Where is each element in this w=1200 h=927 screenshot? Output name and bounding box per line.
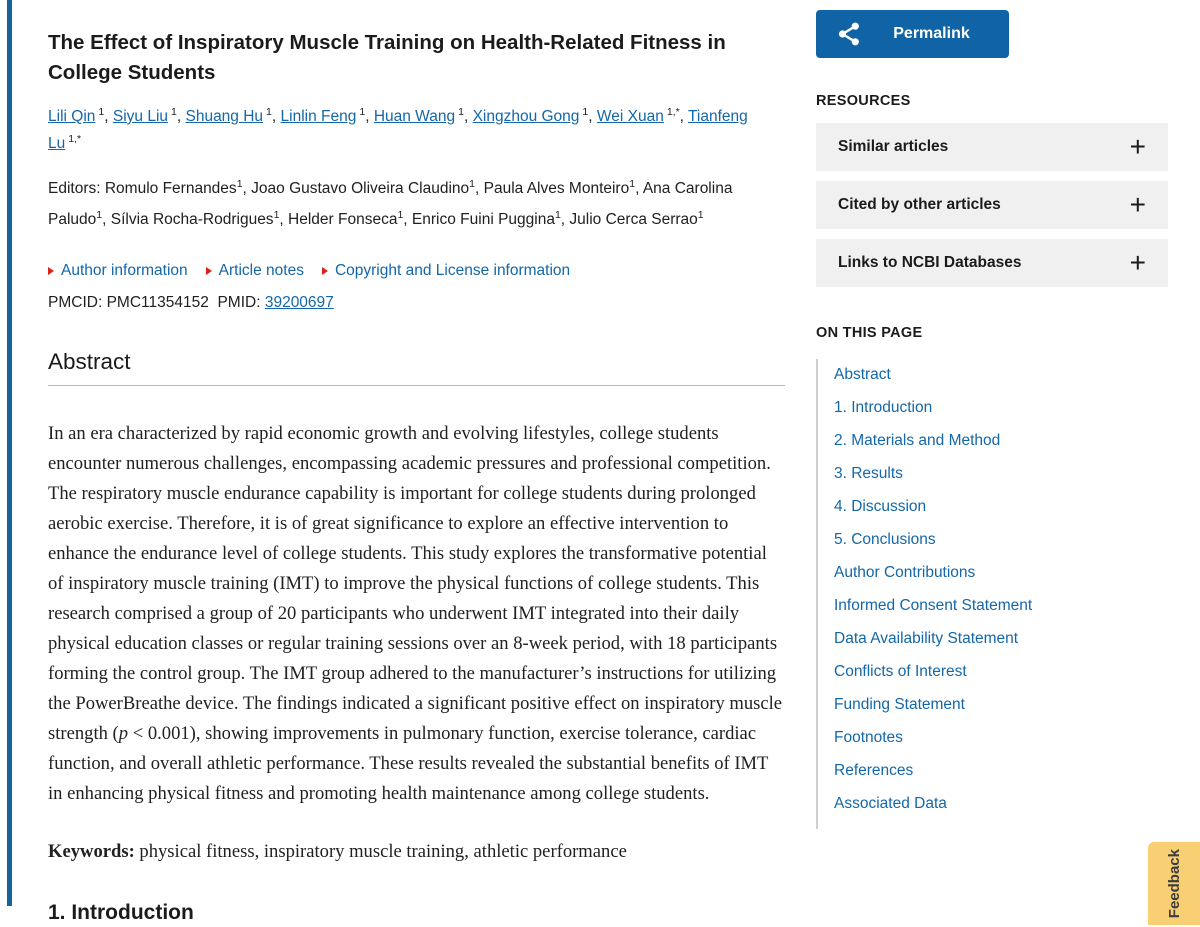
accordion-label: Similar articles <box>838 138 949 155</box>
editor-separator: , <box>560 211 570 228</box>
article-title: The Effect of Inspiratory Muscle Training on Health-Related Fitness in College Students <box>48 31 726 84</box>
author-separator: , <box>463 108 473 125</box>
pmid-link[interactable]: 39200697 <box>264 294 334 311</box>
plus-icon: + <box>1129 247 1146 278</box>
nav-link[interactable]: References <box>834 762 914 779</box>
editor-item <box>251 180 483 197</box>
accordion-label: Cited by other articles <box>838 196 1001 213</box>
editor-item <box>484 180 643 197</box>
resources-accordions <box>816 123 1168 287</box>
author-superscript: 1 <box>266 106 272 118</box>
author-separator: , <box>588 108 597 125</box>
permalink-label: Permalink <box>893 25 970 42</box>
on-this-page-nav <box>816 359 1168 829</box>
nav-link[interactable]: Funding Statement <box>834 696 965 713</box>
author-separator: , <box>679 108 688 125</box>
author-superscript: 1 <box>359 106 366 118</box>
nav-link[interactable]: Footnotes <box>834 729 903 746</box>
editors-label: Editors: <box>48 180 105 197</box>
editor-separator: , <box>403 211 412 228</box>
article-info-links <box>48 262 785 280</box>
red-triangle-icon <box>322 267 328 275</box>
abstract-text-before: In an era characterized by rapid economic growth and evolving lifestyles, college students encounter numerous challenges, encompassing academic pressures and professional competition. The respiratory muscle endurance capability is important for college students during prolonged aerobic exercise. Therefore, it is of great significance to explore an effective intervention to enhance the endurance level of college students. This study explores the transformative potential of inspiratory muscle training (IMT) to improve the physical functions of college students. This research comprised a group of 20 participants who underwent IMT integrated into their daily physical education classes or regular training sessions over an 8-week period, with 18 participants forming the control group. The IMT group adhered to the manufacturer’s instructions for utilizing the PowerBreathe device. The findings indicated a significant positive effect on inspiratory muscle strength ( <box>48 423 783 744</box>
author-link[interactable]: Huan Wang <box>373 108 456 125</box>
author-separator: , <box>271 108 281 125</box>
author-item <box>597 108 688 125</box>
author-superscript: 1,* <box>68 133 82 145</box>
red-triangle-icon <box>206 267 212 275</box>
editor-separator: , <box>242 180 252 197</box>
nav-link[interactable]: 3. Results <box>834 465 903 482</box>
abstract-paragraph <box>48 419 785 809</box>
editor-name: Helder Fonseca <box>288 211 398 228</box>
accordion-toggle[interactable] <box>816 239 1168 287</box>
info-link[interactable] <box>322 262 570 280</box>
author-superscript: 1 <box>458 106 464 118</box>
author-superscript: 1 <box>582 106 589 118</box>
editor-item <box>412 211 570 228</box>
on-this-page-heading: ON THIS PAGE <box>816 325 923 341</box>
plus-icon: + <box>1129 131 1146 162</box>
pmcid-value: PMC11354152 <box>106 294 209 311</box>
nav-link[interactable]: Data Availability Statement <box>834 630 1019 647</box>
author-item <box>281 108 374 125</box>
author-superscript: 1 <box>171 106 177 118</box>
editor-item <box>111 211 288 228</box>
abstract-text-after: < 0.001), showing improvements in pulmonary function, exercise tolerance, cardiac function, and overall athletic performance. These results revealed the substantial benefits of IMT in enhancing physical fitness and promoting health maintenance among college students. <box>48 723 769 804</box>
editor-name: Joao Gustavo Oliveira Claudino <box>251 180 470 197</box>
author-link[interactable]: Xingzhou Gong <box>472 108 580 125</box>
editor-superscript: 1 <box>469 178 475 190</box>
author-link[interactable]: Siyu Liu <box>112 108 169 125</box>
right-sidebar <box>816 10 1168 829</box>
left-accent-bar <box>7 0 12 906</box>
info-link[interactable] <box>48 262 188 280</box>
editors-line <box>48 174 785 236</box>
nav-link[interactable]: Author Contributions <box>834 564 976 581</box>
accordion-label: Links to NCBI Databases <box>838 254 1022 271</box>
abstract-p-variable: p <box>118 723 129 744</box>
nav-link[interactable]: 5. Conclusions <box>834 531 936 548</box>
editor-name: Sílvia Rocha-Rodrigues <box>110 211 274 228</box>
introduction-heading: 1. Introduction <box>48 901 194 924</box>
editor-item <box>105 180 251 197</box>
editor-superscript: 1 <box>236 178 243 190</box>
editor-superscript: 1 <box>554 209 561 221</box>
nav-link[interactable]: Abstract <box>834 366 891 383</box>
feedback-tab[interactable] <box>1148 842 1200 925</box>
editor-item <box>288 211 412 228</box>
editor-separator: , <box>635 180 643 197</box>
permalink-button[interactable] <box>816 10 1009 58</box>
article-main <box>48 28 785 927</box>
author-item <box>473 108 597 125</box>
plus-icon: + <box>1129 189 1146 220</box>
abstract-heading: Abstract <box>48 350 785 386</box>
keywords-text: physical fitness, inspiratory muscle training, athletic performance <box>134 841 627 862</box>
editor-superscript: 1 <box>96 209 103 221</box>
accordion-toggle[interactable] <box>816 123 1168 171</box>
author-link[interactable]: Tianfeng Lu <box>48 108 748 152</box>
author-list <box>48 104 785 158</box>
author-superscript: 1 <box>98 106 105 118</box>
author-item <box>374 108 473 125</box>
info-link[interactable] <box>206 262 304 280</box>
author-item <box>48 108 113 125</box>
feedback-label: Feedback <box>1165 848 1183 919</box>
info-link-label: Author information <box>61 262 188 279</box>
pmcid-label: PMCID: <box>48 294 107 311</box>
editor-superscript: 1 <box>273 209 280 221</box>
keywords-label: Keywords: <box>48 841 135 862</box>
author-item <box>185 108 280 125</box>
author-link[interactable]: Linlin Feng <box>280 108 357 125</box>
nav-link[interactable]: Conflicts of Interest <box>834 663 967 680</box>
author-separator: , <box>104 108 113 125</box>
nav-link[interactable]: 1. Introduction <box>834 399 933 416</box>
author-separator: , <box>365 108 374 125</box>
accordion-toggle[interactable] <box>816 181 1168 229</box>
editor-item <box>569 211 703 228</box>
editor-name: Julio Cerca Serrao <box>569 211 698 228</box>
author-link[interactable]: Lili Qin <box>48 108 96 125</box>
editor-separator: , <box>279 211 289 228</box>
red-triangle-icon <box>48 267 54 275</box>
pmid-label: PMID: <box>217 294 265 311</box>
author-separator: , <box>176 108 186 125</box>
editor-name: Ana Carolina Paludo <box>48 180 733 228</box>
author-link[interactable]: Wei Xuan <box>596 108 664 125</box>
editor-separator: , <box>102 211 111 228</box>
editor-name: Paula Alves Monteiro <box>483 180 630 197</box>
author-link[interactable]: Shuang Hu <box>185 108 264 125</box>
author-superscript: 1,* <box>666 106 680 118</box>
editor-name: Romulo Fernandes <box>104 180 237 197</box>
info-link-label: Article notes <box>218 262 304 279</box>
author-item <box>113 108 186 125</box>
nav-link[interactable]: 4. Discussion <box>834 498 927 515</box>
nav-link[interactable]: Informed Consent Statement <box>834 597 1033 614</box>
editor-separator: , <box>474 180 484 197</box>
article-ids <box>48 294 785 312</box>
info-link-label: Copyright and License information <box>334 262 571 279</box>
editor-superscript: 1 <box>697 209 704 221</box>
editor-superscript: 1 <box>397 209 404 221</box>
nav-link[interactable]: Associated Data <box>834 795 947 812</box>
keywords-line <box>48 838 785 866</box>
editor-name: Enrico Fuini Puggina <box>411 211 555 228</box>
nav-link[interactable]: 2. Materials and Method <box>834 432 1001 449</box>
resources-heading: RESOURCES <box>816 93 911 109</box>
editor-list <box>48 180 732 228</box>
editor-superscript: 1 <box>629 178 636 190</box>
share-icon <box>836 21 862 47</box>
